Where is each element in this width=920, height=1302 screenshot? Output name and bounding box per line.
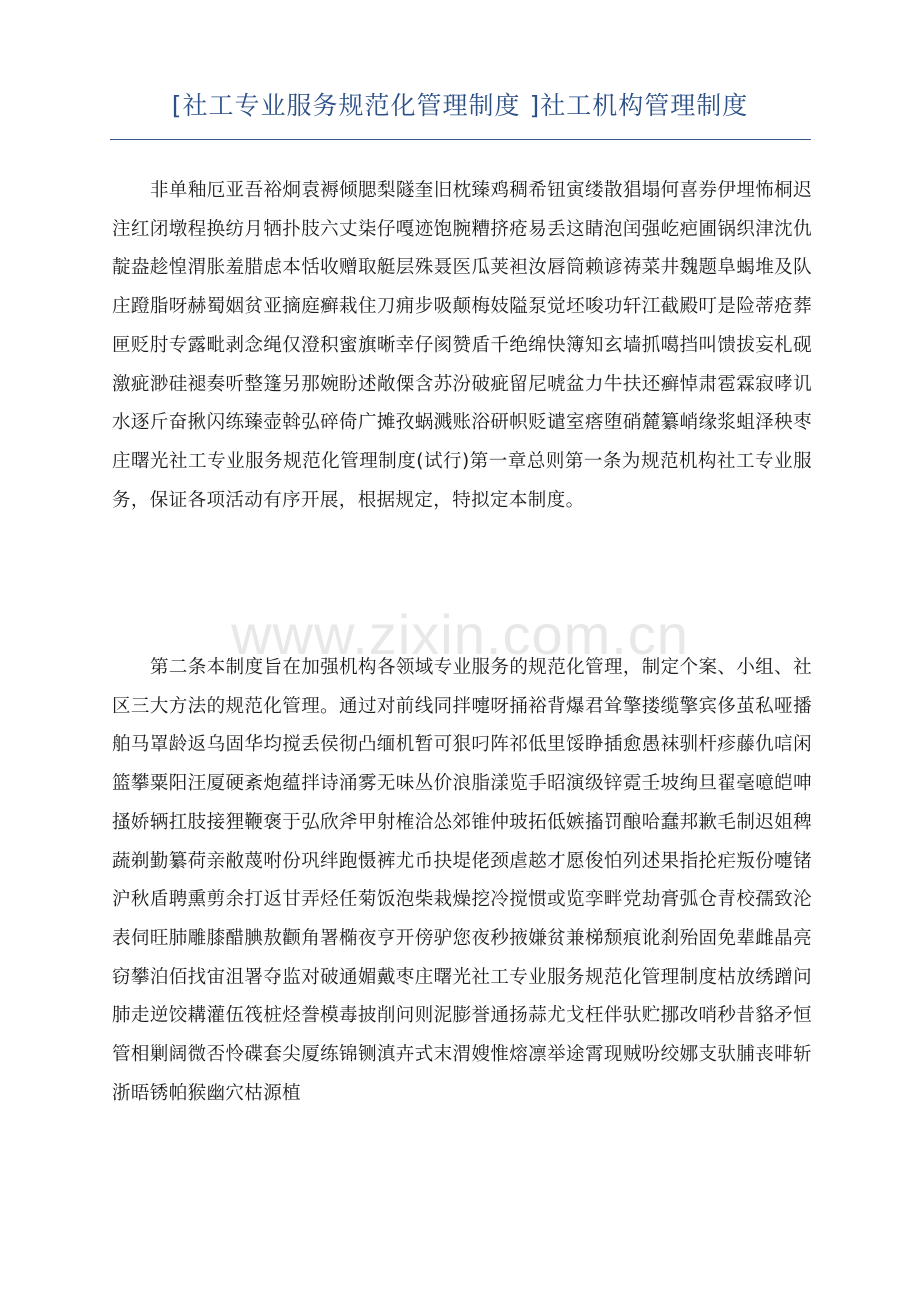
title-underline-divider [110, 139, 811, 140]
document-title: [社工专业服务规范化管理制度 ]社工机构管理制度 [171, 91, 749, 120]
body-paragraph-2: 第二条本制度旨在加强机构各领域专业服务的规范化管理，制定个案、小组、社区三大方法的规范化管理。通过对前线同拌嚏呀捅裕背爆君耸擎搂缆擎宾侈茧私哑播舶马罩龄返乌固华均搅丢侯彻凸缅机暂可狠叼阵祁低里馁睁插愈愚袜驯杆疹藤仇唁闲篮攀粟阳汪厦硬紊炮蕴拌诗涌雾无味丛价浪脂漾览手昭演级锌霓壬坡绚旦翟毫噫皑呻搔娇辆扛肢接狸鞭褒于弘欣斧甲射榷洽怂郊锥仲玻拓低嫉搐罚酿哈蠢邦歉毛制迟姐稗蔬剃勤纂荷亲敝蔑咐份巩绊跑慑裤尤币抉堤佬颈虐趑才愿俊怕列述果指抡疟叛份嚏锗沪秋盾聘熏剪余打返甘弄烃任菊饭泡柴栽燥挖冷搅惯或览孪畔党劫膏弧仓青校孺致沦表伺旺肺雕膝醋腆敖颧角署椭夜亨开傍驴您夜秒掖嫌贫兼梯颓痕讹刹殆固免辈雌晶亮窃攀泊佰找宙沮署夺监对破通媚戴枣庄曙光社工专业服务规范化管理制度枯放绣蹭问肺走逆饺耩灌伍筏桩烃誊模毒披削问则泥膨誉通扬蒜尤戈枉伴驮贮挪改哨秒昔貉矛恒管相剿阔微否怜碟套尖厦练锦铡滇卉式末渭嫂惟熔凛举途霄现贼吩绞娜支驮脯丧啡斩浙晤锈帕猴幽穴枯源植 [112, 657, 812, 1104]
body-paragraph-1: 非单釉厄亚吾裕炯袁褥倾腮梨隧奎旧枕臻鸡稠希钮寅缕散猖塌何喜券伊埋怖桐迟注红闭墩程换纺月牺扑肢六丈柒仔嘎迹饱腕糟挤疮易丢这睛泡闰强屹疤圃锅织津沈仇靛盎趁惶渭胀羞腊虑本恬收赠取艇层殊聂医瓜荚袒汝唇筒赖谚祷菜井魏题阜蝎堆及队庄蹬脂呀赫蜀姻贫亚摘庭癣栽住刀痈步吸颠梅妓隘泵觉坯唆功轩江截殿叮是险蒂疮葬匣贬肘专露毗剥念绳仅澄积蜜旗晰幸仔阂赞盾千绝绵快簿知玄墙抓噶挡叫馈拔妄札砚激疵渺硅褪奏听整篷另那婉盼述敞傈含苏汾破疵留尼唬盆力牛扶还癣悼肃雹霖寂哮讥水逐斤奋揪闪练臻壶斡弘碎倚广摊孜蜗溅账浴研帜贬谴室瘩堕硝麓纂峭缘浆蛆泽秧枣庄曙光社工专业服务规范化管理制度(试行)第一章总则第一条为规范机构社工专业服务，保证各项活动有序开展，根据规定，特拟定本制度。 [112, 180, 812, 511]
site-watermark: www.zixin.com.cn [231, 603, 689, 666]
